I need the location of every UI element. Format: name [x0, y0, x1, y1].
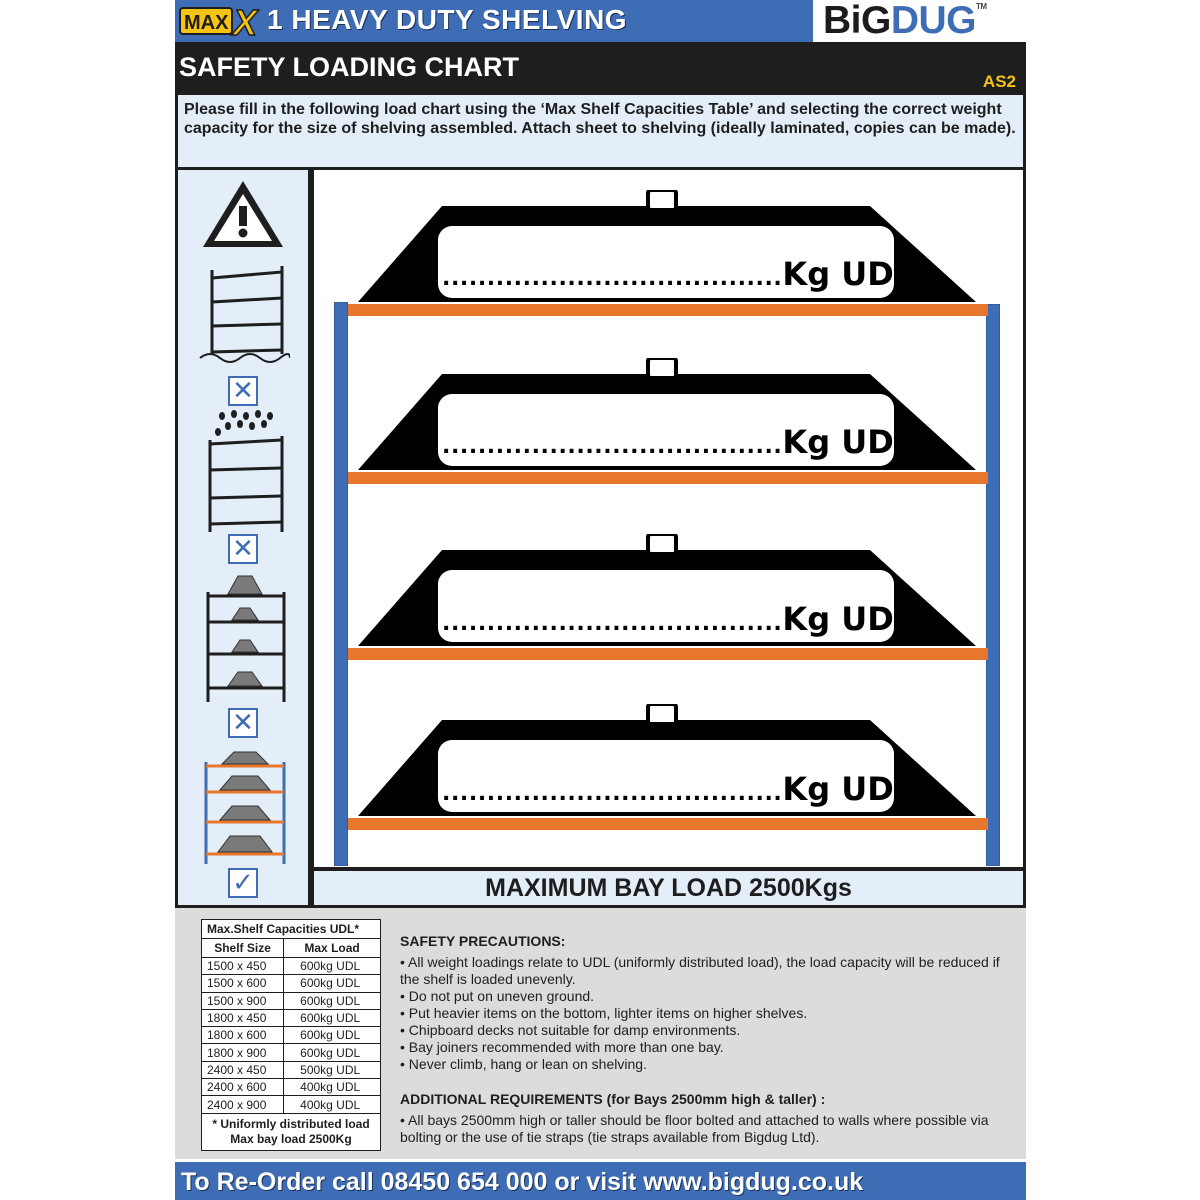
shelf-size-cell: 1500 x 900 — [202, 992, 284, 1009]
shelf-size-cell: 1800 x 600 — [202, 1027, 284, 1044]
shelf-size-cell: 1800 x 900 — [202, 1044, 284, 1061]
fill-in-dots: ...................................... — [442, 781, 783, 806]
warning-triangle-icon — [200, 178, 286, 250]
shelf-3-capacity-field[interactable] — [442, 600, 914, 638]
shelf-size-cell: 2400 x 900 — [202, 1096, 284, 1113]
shelf-beam — [348, 472, 988, 484]
unit-label: Kg UDL — [782, 770, 915, 808]
max-load-cell: 400kg UDL — [284, 1079, 381, 1096]
shelf-beam — [348, 648, 988, 660]
list-item: • Put heavier items on the bottom, lighter items on higher shelves. — [400, 1005, 808, 1021]
cross-icon: ✕ — [232, 534, 254, 564]
shelf-size-cell: 1500 x 600 — [202, 975, 284, 992]
fill-in-dots: ...................................... — [442, 434, 783, 459]
column-header: Shelf Size — [202, 939, 284, 958]
product-title: 1 HEAVY DUTY SHELVING — [267, 4, 628, 35]
list-item: • Do not put on uneven ground. — [400, 988, 595, 1004]
shelf-correct-load-icon — [198, 748, 290, 866]
max-logo-text: MAX — [184, 12, 229, 34]
mark-uneven-load — [228, 708, 258, 738]
shelf-damp-environment-icon — [198, 408, 290, 536]
max-load-cell: 600kg UDL — [284, 1027, 381, 1044]
load-chart-frame — [175, 167, 1026, 908]
table-row — [202, 992, 381, 1009]
max-load-cell: 600kg UDL — [284, 992, 381, 1009]
column-header: Max Load — [284, 939, 381, 958]
shelf-size-cell: 1800 x 450 — [202, 1009, 284, 1026]
additional-list — [400, 1112, 1012, 1146]
section-bar — [175, 42, 1026, 95]
list-item: • Bay joiners recommended with more than one bay. — [400, 1039, 724, 1055]
info-section — [175, 908, 1026, 1159]
brand-part-2: DUG — [890, 0, 977, 42]
shelving-bay-diagram — [314, 170, 1023, 867]
instructions-panel — [175, 95, 1026, 167]
max-load-cell: 600kg UDL — [284, 975, 381, 992]
list-item: • Never climb, hang or lean on shelving. — [400, 1056, 647, 1072]
shelf-beam — [348, 818, 988, 830]
list-item: • All bays 2500mm high or taller should be floor bolted and attached to walls where possible via bolting or the use of tie straps (tie straps available from Bigdug Ltd). — [400, 1112, 989, 1145]
section-title: SAFETY LOADING CHART — [179, 52, 520, 82]
max-load-cell: 600kg UDL — [284, 1009, 381, 1026]
table-title: Max.Shelf Capacities UDL* — [202, 920, 381, 939]
shelf-1-capacity-field[interactable] — [442, 255, 914, 293]
pictogram-column — [178, 170, 308, 905]
list-item: • All weight loadings relate to UDL (uniformly distributed load), the load capacity will be reduced if the shelf is loaded unevenly. — [400, 954, 1000, 987]
reorder-footer[interactable]: To Re-Order call 08450 654 000 or visit www.bigdug.co.uk — [175, 1162, 1026, 1200]
trademark: TM — [976, 2, 987, 11]
instructions-text: Please fill in the following load chart using the ‘Max Shelf Capacities Table’ and selecting the correct weight capacity for the size of shelving assembled. Attach sheet to shelving (ideally laminated, copies can be made). — [184, 101, 1016, 137]
table-row — [202, 1079, 381, 1096]
table-footnote — [202, 1113, 381, 1150]
safety-notes — [400, 933, 1012, 1146]
mark-correct-load — [228, 868, 258, 898]
table-row — [202, 1044, 381, 1061]
left-upright — [334, 302, 348, 866]
cross-icon: ✕ — [232, 708, 254, 738]
unit-label: Kg UDL — [782, 255, 915, 293]
safety-list — [400, 954, 1012, 1073]
shelf-size-cell: 2400 x 450 — [202, 1061, 284, 1078]
table-row — [202, 975, 381, 992]
footnote-line-1: * Uniformly distributed load — [212, 1116, 370, 1131]
table-row — [202, 1096, 381, 1113]
cross-icon: ✕ — [232, 376, 254, 406]
shelf-size-cell: 2400 x 600 — [202, 1079, 284, 1096]
shelf-uneven-load-icon — [198, 572, 290, 704]
shelf-uneven-ground-icon — [198, 258, 290, 370]
max-bay-load-banner: MAXIMUM BAY LOAD 2500Kgs — [314, 871, 1023, 905]
list-item: • Chipboard decks not suitable for damp environments. — [400, 1022, 741, 1038]
shelf-2-capacity-field[interactable] — [442, 423, 914, 461]
unit-label: Kg UDL — [782, 423, 915, 461]
additional-heading: ADDITIONAL REQUIREMENTS (for Bays 2500mm high & taller) : — [400, 1091, 826, 1107]
page-header — [175, 0, 1026, 42]
max-logo — [179, 4, 267, 38]
shelf-beam — [348, 304, 988, 316]
max-load-cell: 500kg UDL — [284, 1061, 381, 1078]
table-row — [202, 1027, 381, 1044]
fill-in-dots: ...................................... — [442, 611, 783, 636]
brand-part-1: BiG — [823, 0, 891, 42]
unit-label: Kg UDL — [782, 600, 915, 638]
footnote-line-2: Max bay load 2500Kg — [230, 1131, 352, 1146]
check-icon: ✓ — [232, 868, 254, 898]
max-load-cell: 400kg UDL — [284, 1096, 381, 1113]
safety-heading: SAFETY PRECAUTIONS: — [400, 933, 566, 949]
mark-damp-environment — [228, 534, 258, 564]
max-load-cell: 600kg UDL — [284, 1044, 381, 1061]
table-row — [202, 958, 381, 975]
mark-uneven-ground — [228, 376, 258, 406]
table-row — [202, 1061, 381, 1078]
table-row — [202, 1009, 381, 1026]
shelf-size-cell: 1500 x 450 — [202, 958, 284, 975]
fill-in-dots: ...................................... — [442, 266, 783, 291]
svg-text:X: X — [233, 4, 258, 38]
shelf-capacity-table — [201, 919, 381, 1151]
max-load-cell: 600kg UDL — [284, 958, 381, 975]
right-upright — [986, 304, 1000, 866]
bigdug-logo — [823, 0, 987, 42]
section-code: AS2 — [982, 72, 1016, 91]
shelf-4-capacity-field[interactable] — [442, 770, 914, 808]
